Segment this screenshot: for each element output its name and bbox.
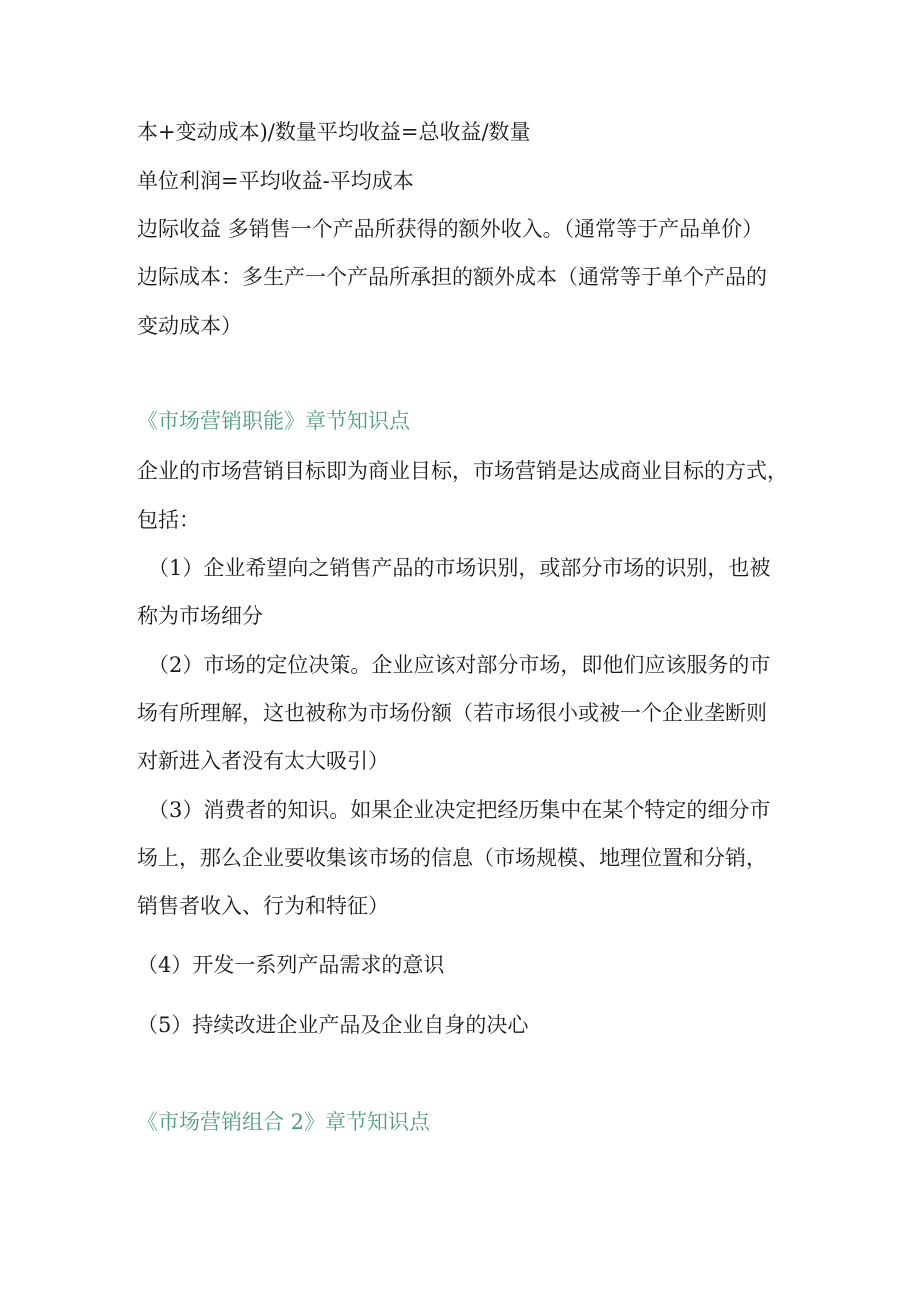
definition-line: 变动成本） <box>137 314 242 338</box>
list-item-continuation: 称为市场细分 <box>137 604 263 628</box>
section-heading: 《市场营销职能》章节知识点 <box>137 409 410 433</box>
formula-line: 单位利润=平均收益-平均成本 <box>137 169 414 193</box>
definition-line: 边际收益 多销售一个产品所获得的额外收入。（通常等于产品单价） <box>137 217 764 241</box>
formula-line: 本+变动成本)/数量平均收益=总收益/数量 <box>137 120 531 144</box>
paragraph-line: 包括： <box>137 508 200 532</box>
list-item-continuation: 场上，那么企业要收集该市场的信息（市场规模、地理位置和分销， <box>137 846 767 870</box>
list-item-continuation: 场有所理解，这也被称为市场份额（若市场很小或被一个企业垄断则 <box>137 701 767 725</box>
list-item: （3）消费者的知识。如果企业决定把经历集中在某个特定的细分市 <box>148 798 771 822</box>
paragraph-line: 企业的市场营销目标即为商业目标，市场营销是达成商业目标的方式， <box>137 459 788 483</box>
list-item: （2）市场的定位决策。企业应该对部分市场，即他们应该服务的市 <box>148 653 771 677</box>
list-item: （1）企业希望向之销售产品的市场识别，或部分市场的识别，也被 <box>148 556 771 580</box>
section-heading: 《市场营销组合 2》章节知识点 <box>137 1110 431 1134</box>
list-item: （5）持续改进企业产品及企业自身的决心 <box>137 1013 529 1037</box>
list-item-continuation: 对新进入者没有太大吸引） <box>137 749 389 773</box>
definition-line: 边际成本：多生产一个产品所承担的额外成本（通常等于单个产品的 <box>137 265 767 289</box>
list-item: （4）开发一系列产品需求的意识 <box>137 953 445 977</box>
list-item-continuation: 销售者收入、行为和特征） <box>137 894 389 918</box>
